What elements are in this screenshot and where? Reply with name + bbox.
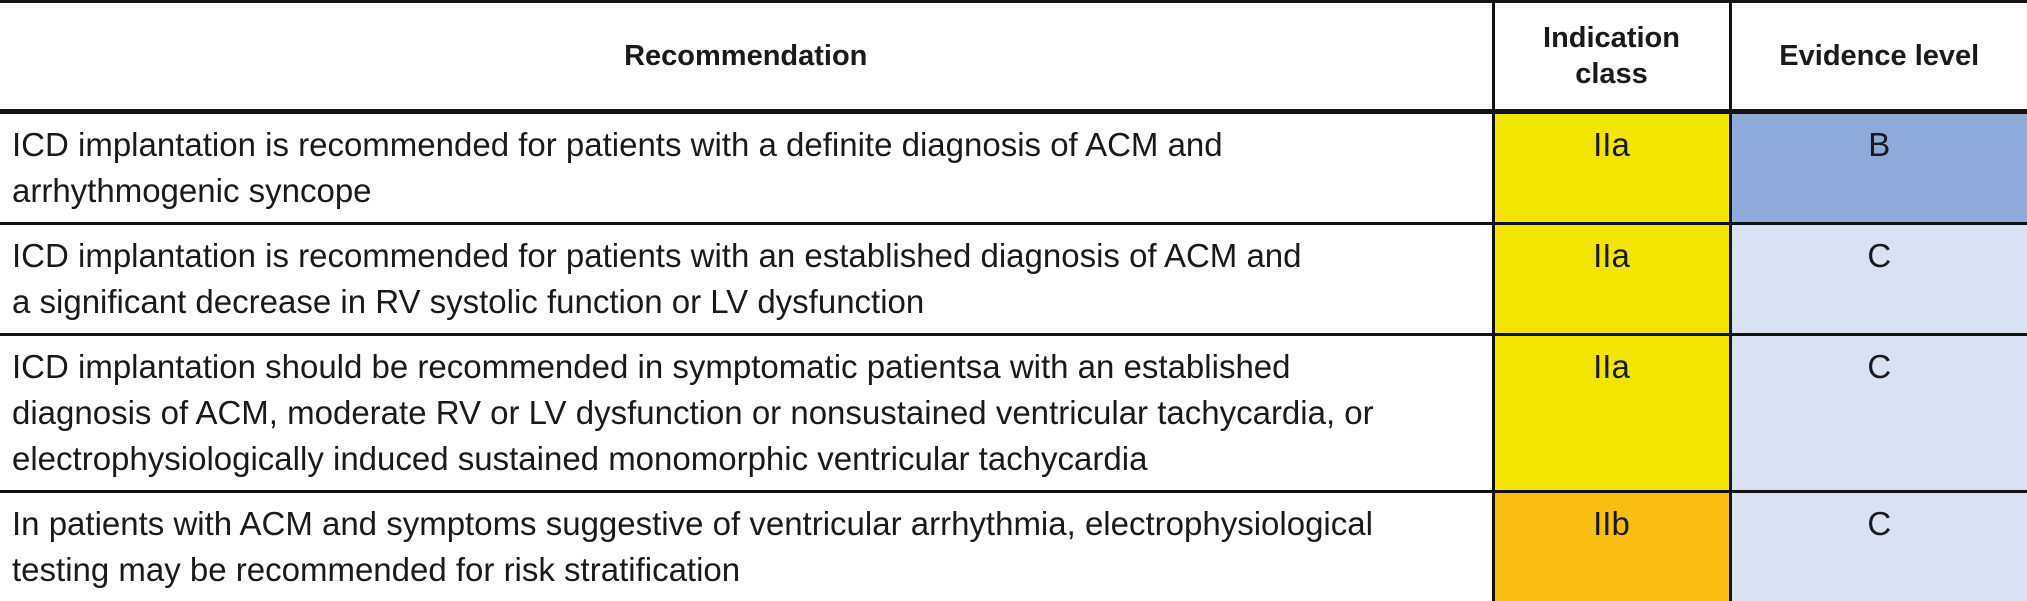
table-row bbox=[0, 492, 2027, 601]
recommendation-line: electrophysiologically induced sustained monomorphic ventricular tachycardia bbox=[12, 436, 1480, 482]
header-indication-class-label: Indication class bbox=[1532, 20, 1692, 92]
recommendation-line: In patients with ACM and symptoms suggestive of ventricular arrhythmia, electrophysiological bbox=[12, 501, 1480, 547]
evidence-level-cell: B bbox=[1730, 112, 2027, 224]
recommendation-line: ICD implantation is recommended for patients with a definite diagnosis of ACM and bbox=[12, 122, 1480, 168]
table-row bbox=[0, 335, 2027, 492]
recommendation-cell bbox=[0, 112, 1493, 224]
indication-class-cell: IIa bbox=[1493, 112, 1730, 224]
indication-class-cell: IIa bbox=[1493, 335, 1730, 492]
table-row bbox=[0, 112, 2027, 224]
recommendation-line: ICD implantation should be recommended in symptomatic patientsa with an established bbox=[12, 344, 1480, 390]
header-recommendation: Recommendation bbox=[0, 2, 1493, 112]
indication-class-cell: IIa bbox=[1493, 224, 1730, 335]
table-row bbox=[0, 224, 2027, 335]
header-row bbox=[0, 2, 2027, 112]
recommendation-line: ICD implantation is recommended for patients with an established diagnosis of ACM and bbox=[12, 233, 1480, 279]
evidence-level-cell: C bbox=[1730, 224, 2027, 335]
recommendation-cell bbox=[0, 335, 1493, 492]
evidence-level-cell: C bbox=[1730, 335, 2027, 492]
recommendation-line: arrhythmogenic syncope bbox=[12, 168, 1480, 214]
recommendation-line: testing may be recommended for risk stratification bbox=[12, 547, 1480, 593]
header-indication-class bbox=[1493, 2, 1730, 112]
table-body bbox=[0, 112, 2027, 601]
recommendation-cell bbox=[0, 224, 1493, 335]
indication-class-cell: IIb bbox=[1493, 492, 1730, 601]
recommendation-line: a significant decrease in RV systolic function or LV dysfunction bbox=[12, 279, 1480, 325]
recommendation-line: diagnosis of ACM, moderate RV or LV dysfunction or nonsustained ventricular tachycardia, or bbox=[12, 390, 1480, 436]
recommendation-cell bbox=[0, 492, 1493, 601]
table-header bbox=[0, 2, 2027, 112]
evidence-level-cell: C bbox=[1730, 492, 2027, 601]
header-evidence-level: Evidence level bbox=[1730, 2, 2027, 112]
